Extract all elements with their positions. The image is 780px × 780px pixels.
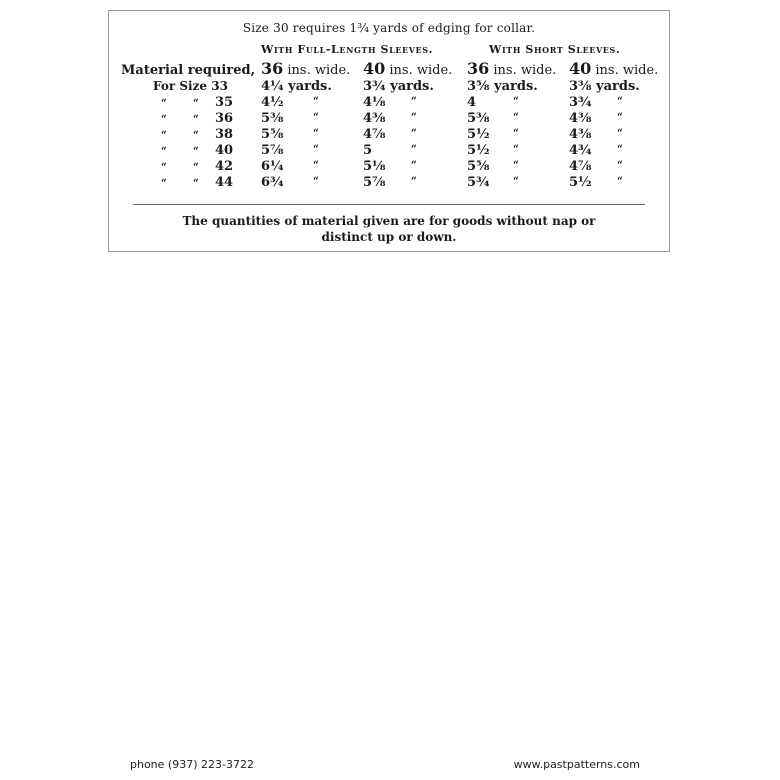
table-cell: 4⅜ [569, 111, 592, 126]
row-size: 36 [215, 111, 234, 126]
table-cell: 5⅜ [467, 111, 490, 126]
col-unit: ins. wide. [283, 63, 351, 78]
ditto-mark: “ [617, 128, 623, 139]
value-33-full-36: 4¼ yards. [261, 79, 332, 94]
ditto-mark: “ [313, 160, 319, 171]
ditto-mark: “ [513, 144, 519, 155]
ditto-mark: “ [193, 130, 199, 141]
ditto-mark: “ [411, 96, 417, 107]
col-unit: ins. wide. [385, 63, 453, 78]
table-cell: 5½ [569, 175, 592, 190]
header-short-sleeves: With Short Sleeves. [489, 43, 621, 56]
ditto-mark: “ [193, 162, 199, 173]
ditto-mark: “ [513, 128, 519, 139]
ditto-mark: “ [513, 160, 519, 171]
yardage-table-panel [108, 10, 670, 252]
ditto-mark: “ [161, 98, 167, 109]
table-cell: 4⅞ [569, 159, 592, 174]
ditto-mark: “ [513, 96, 519, 107]
col-unit: ins. wide. [591, 63, 659, 78]
ditto-mark: “ [193, 98, 199, 109]
ditto-mark: “ [411, 144, 417, 155]
table-cell: 5½ [467, 127, 490, 142]
table-cell: 4½ [261, 95, 284, 110]
ditto-mark: “ [313, 128, 319, 139]
table-cell: 5⅞ [363, 175, 386, 190]
table-cell: 5⅝ [261, 127, 284, 142]
ditto-mark: “ [193, 146, 199, 157]
footnote-line-2: distinct up or down. [321, 230, 457, 244]
row-size: 40 [215, 143, 234, 158]
col-width: 40 [363, 59, 386, 78]
col-header-full-36 [261, 59, 350, 78]
table-cell: 5½ [467, 143, 490, 158]
ditto-mark: “ [411, 160, 417, 171]
value-33-short-40: 3⅜ yards. [569, 79, 640, 94]
ditto-mark: “ [411, 128, 417, 139]
ditto-mark: “ [617, 96, 623, 107]
ditto-mark: “ [313, 144, 319, 155]
row-size: 35 [215, 95, 234, 110]
table-cell: 5¾ [467, 175, 490, 190]
ditto-mark: “ [617, 112, 623, 123]
table-cell: 5⅜ [261, 111, 284, 126]
footnote [109, 213, 669, 245]
value-33-short-36: 3⅝ yards. [467, 79, 538, 94]
ditto-mark: “ [161, 162, 167, 173]
divider [133, 204, 645, 205]
table-cell: 4⅞ [363, 127, 386, 142]
row-size: 38 [215, 127, 234, 142]
footer-phone: phone (937) 223-3722 [130, 758, 254, 771]
row-size: 42 [215, 159, 234, 174]
table-cell: 6¾ [261, 175, 284, 190]
table-cell: 5⅞ [261, 143, 284, 158]
table-cell: 4¾ [569, 143, 592, 158]
table-cell: 4 [467, 95, 477, 110]
table-cell: 4⅜ [569, 127, 592, 142]
table-cell: 3¾ [569, 95, 592, 110]
table-cell: 4⅜ [363, 111, 386, 126]
ditto-mark: “ [617, 144, 623, 155]
col-width: 40 [569, 59, 592, 78]
ditto-mark: “ [161, 178, 167, 189]
footnote-line-1: The quantities of material given are for goods without nap or [182, 214, 596, 228]
ditto-mark: “ [161, 146, 167, 157]
col-header-full-40 [363, 59, 452, 78]
ditto-mark: “ [313, 96, 319, 107]
table-cell: 5 [363, 143, 373, 158]
material-required-label: Material required, [121, 63, 256, 78]
edging-note: Size 30 requires 1¾ yards of edging for collar. [242, 21, 536, 35]
col-header-short-36 [467, 59, 556, 78]
size-33-label: For Size 33 [153, 79, 228, 93]
ditto-mark: “ [313, 112, 319, 123]
col-unit: ins. wide. [489, 63, 557, 78]
ditto-mark: “ [193, 178, 199, 189]
value-33-full-40: 3¾ yards. [363, 79, 434, 94]
table-cell: 4⅛ [363, 95, 386, 110]
ditto-mark: “ [411, 176, 417, 187]
ditto-mark: “ [411, 112, 417, 123]
ditto-mark: “ [513, 112, 519, 123]
col-width: 36 [261, 59, 284, 78]
ditto-mark: “ [161, 114, 167, 125]
footer-website[interactable]: www.pastpatterns.com [513, 758, 640, 771]
ditto-mark: “ [617, 160, 623, 171]
header-full-length-sleeves: With Full-Length Sleeves. [261, 43, 434, 56]
table-cell: 6¼ [261, 159, 284, 174]
ditto-mark: “ [513, 176, 519, 187]
col-width: 36 [467, 59, 490, 78]
row-size: 44 [215, 175, 234, 190]
ditto-mark: “ [617, 176, 623, 187]
table-cell: 5⅛ [363, 159, 386, 174]
table-cell: 5⅝ [467, 159, 490, 174]
ditto-mark: “ [161, 130, 167, 141]
ditto-mark: “ [193, 114, 199, 125]
ditto-mark: “ [313, 176, 319, 187]
col-header-short-40 [569, 59, 658, 78]
